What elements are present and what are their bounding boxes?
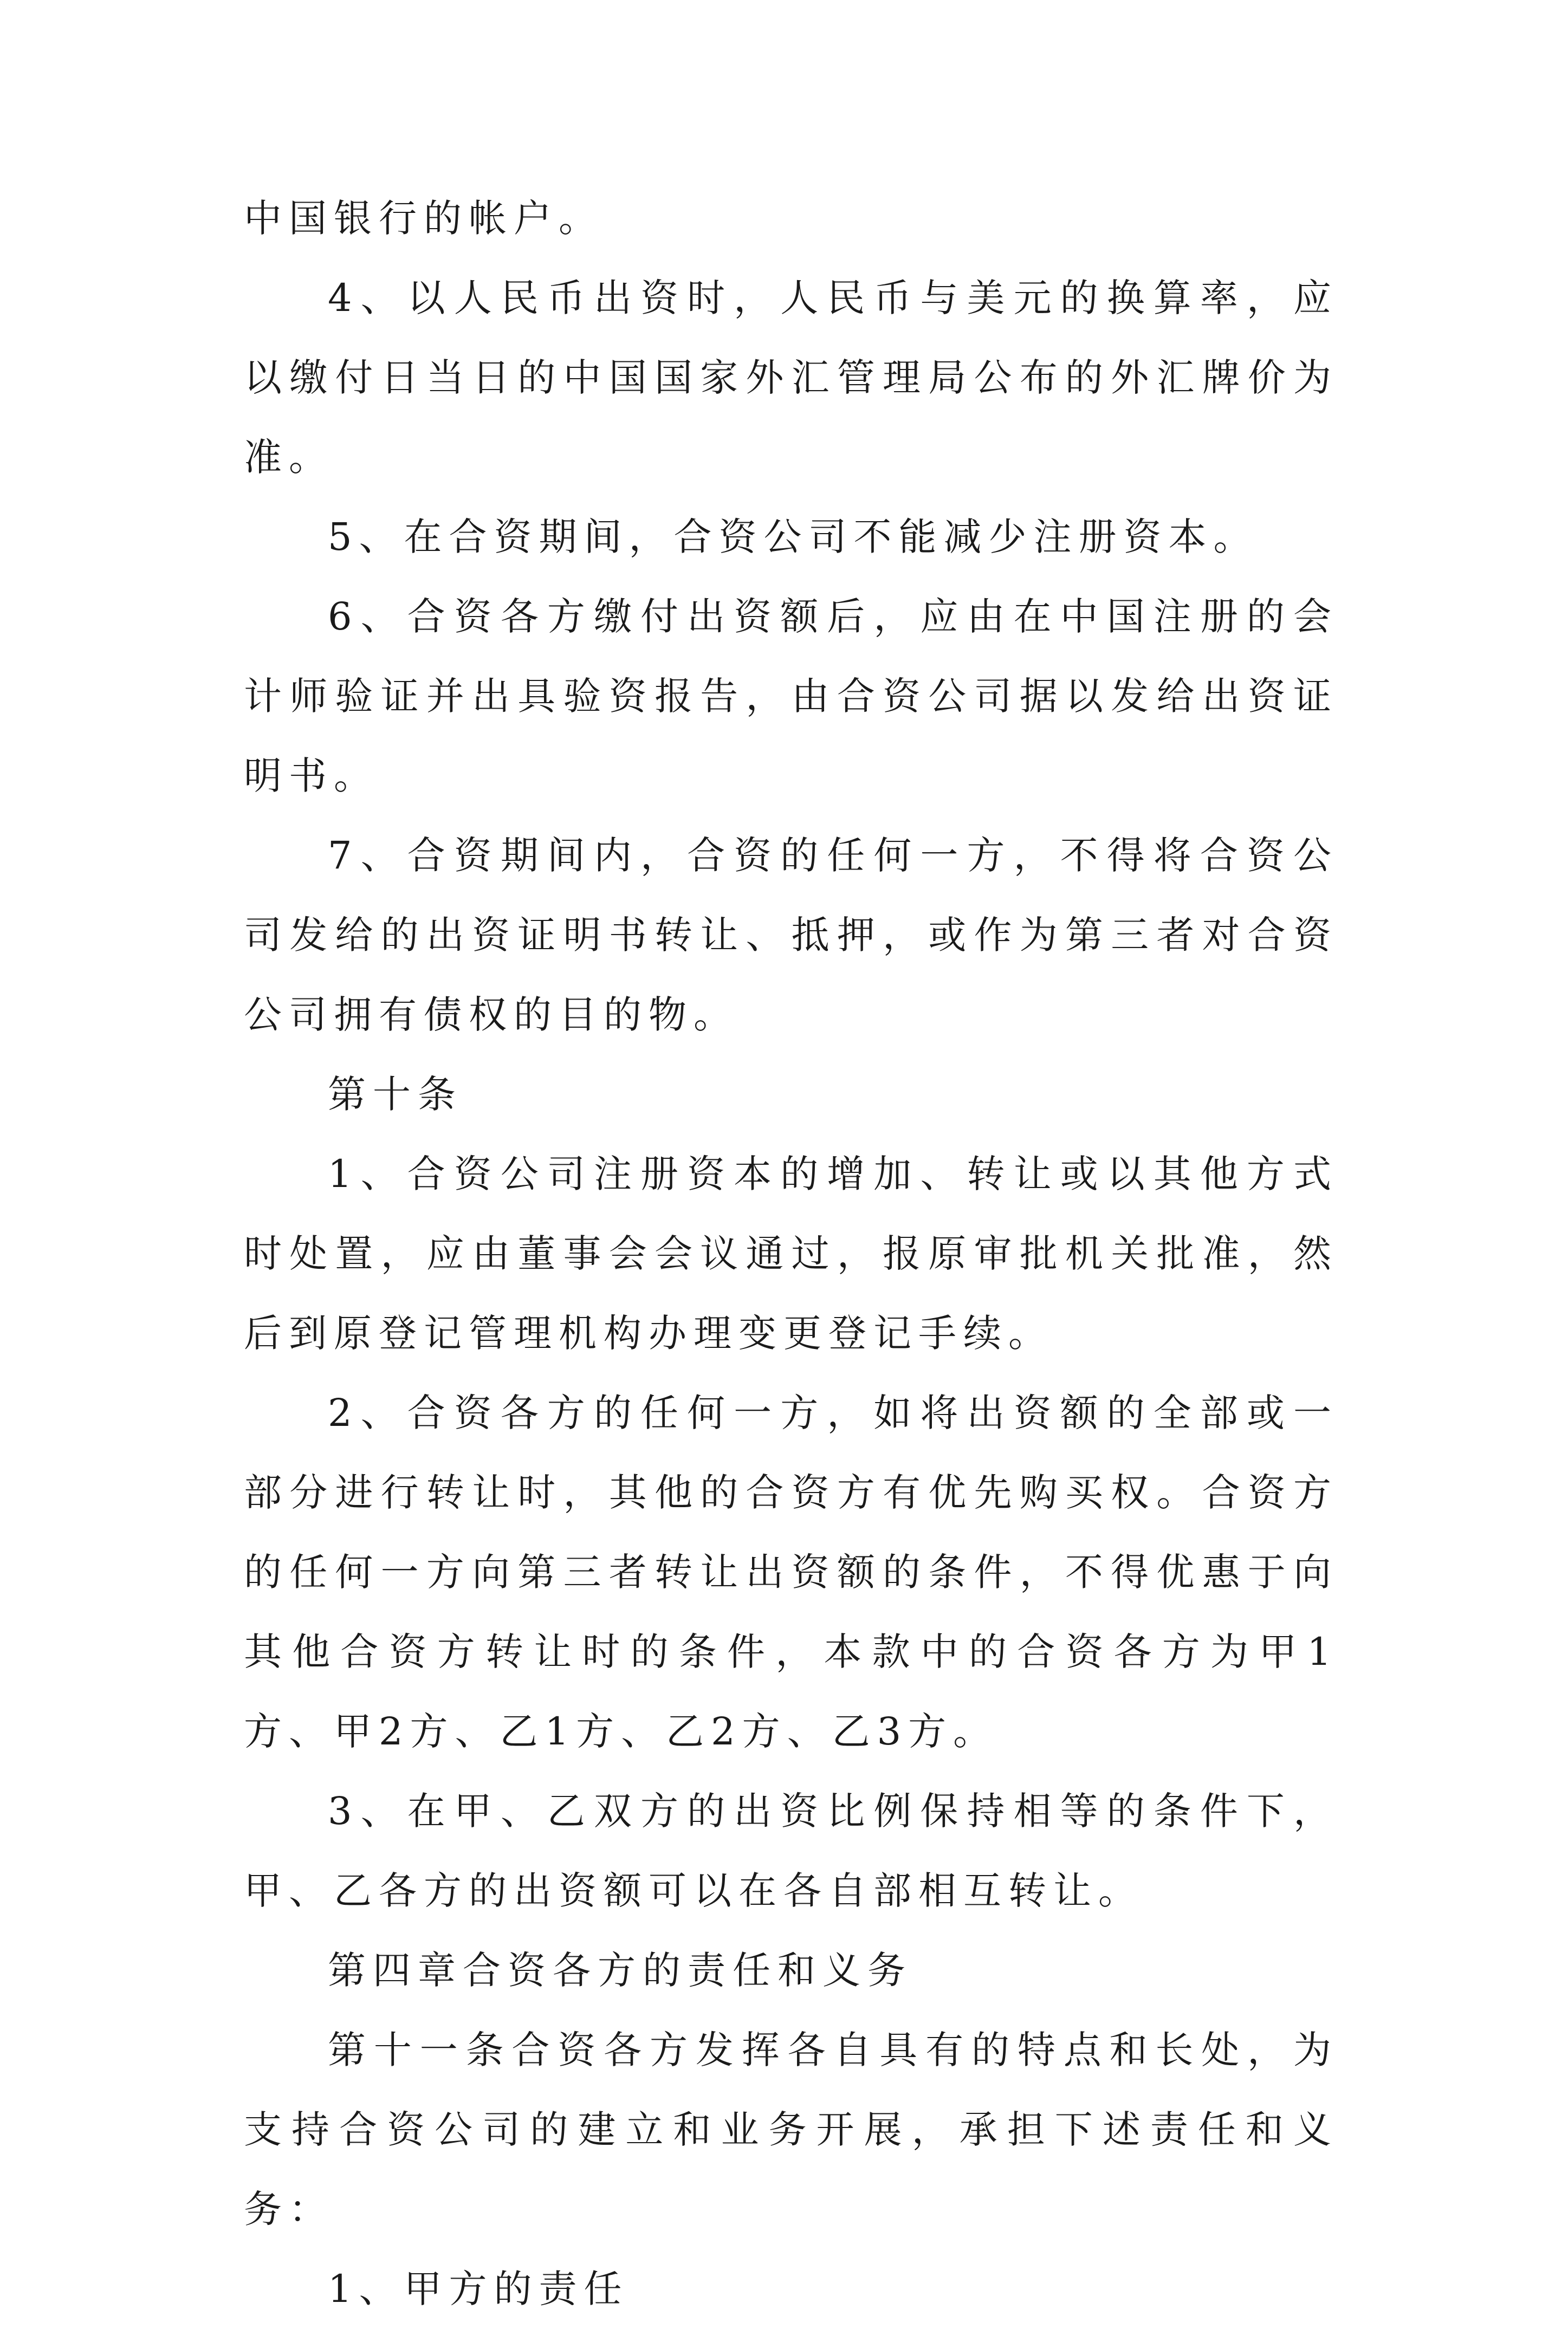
paragraph-article-10-item-3: 3、在甲、乙双方的出资比例保持相等的条件下，甲、乙各方的出资额可以在各自部相互转让。 bbox=[244, 1789, 1338, 1913]
paragraph-party-a-responsibility: 1、甲方的责任 bbox=[328, 2267, 629, 2311]
paragraph-clause-7: 7、合资期间内，合资的任何一方，不得将合资公司发给的出资证明书转让、抵押，或作为第三者对合资公司拥有债权的目的物。 bbox=[244, 833, 1338, 1037]
paragraph-bank-account: 中国银行的帐户。 bbox=[244, 196, 604, 241]
paragraph-clause-5: 5、在合资期间，合资公司不能减少注册资本。 bbox=[328, 515, 1259, 559]
article-10-heading: 第十条 bbox=[328, 1072, 463, 1117]
document-body bbox=[244, 179, 1338, 2329]
paragraph-article-10-item-1: 1、合资公司注册资本的增加、转让或以其他方式时处置，应由董事会会议通过，报原审批机关批准，然后到原登记管理机构办理变更登记手续。 bbox=[244, 1152, 1338, 1355]
paragraph-clause-4: 4、以人民币出资时，人民币与美元的换算率，应以缴付日当日的中国国家外汇管理局公布的外汇牌价为准。 bbox=[244, 276, 1338, 479]
paragraph-article-10-item-2: 2、合资各方的任何一方，如将出资额的全部或一部分进行转让时，其他的合资方有优先购买权。合资方的任何一方向第三者转让出资额的条件，不得优惠于向其他合资方转让时的条件，本款中的合资各方为甲1方、甲2方、乙1方、乙2方、乙3方。 bbox=[244, 1391, 1338, 1754]
chapter-4-heading: 第四章合资各方的责任和义务 bbox=[328, 1948, 912, 1993]
paragraph-clause-6: 6、合资各方缴付出资额后，应由在中国注册的会计师验证并出具验资报告，由合资公司据以发给出资证明书。 bbox=[244, 594, 1338, 798]
paragraph-article-11: 第十一条合资各方发挥各自具有的特点和长处，为支持合资公司的建立和业务开展，承担下述责任和义务： bbox=[244, 2028, 1338, 2231]
